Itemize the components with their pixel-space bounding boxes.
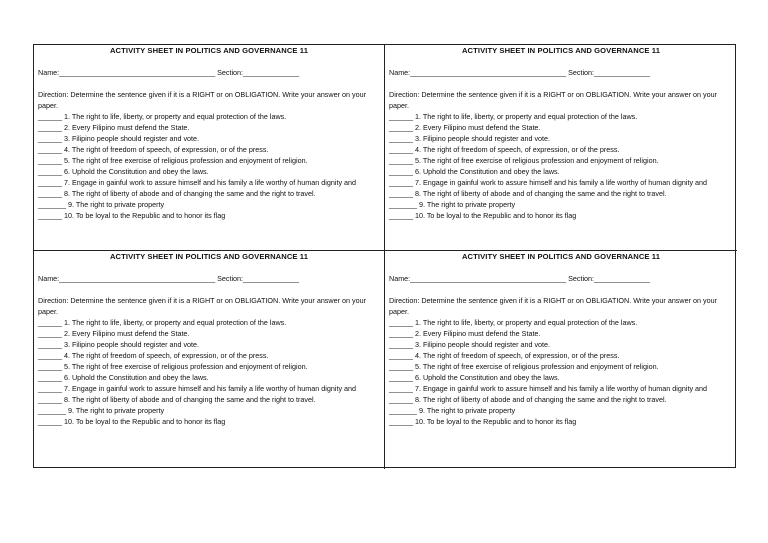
direction-text: Direction: Determine the sentence given if it is a RIGHT or on OBLIGATION. Write your answer on your paper. <box>38 296 366 316</box>
item-8: ______ 8. The right of liberty of abode and of changing the same and the right to travel. <box>38 189 316 198</box>
direction-text: Direction: Determine the sentence given if it is a RIGHT or on OBLIGATION. Write your answer on your paper. <box>38 90 366 110</box>
item-7: ______ 7. Engage in gainful work to assure himself and his family a life worthy of human dignity and <box>389 384 708 393</box>
item-10: ______ 10. To be loyal to the Republic and to honor its flag <box>38 211 226 220</box>
sheet-title: ACTIVITY SHEET IN POLITICS AND GOVERNANCE 11 <box>461 46 661 55</box>
item-5: ______ 5. The right of free exercise of religious profession and enjoyment of religion. <box>389 156 659 165</box>
name-section-line: Name:_______________________________________ Section:______________ <box>38 274 299 283</box>
item-5: ______ 5. The right of free exercise of religious profession and enjoyment of religion. <box>38 362 308 371</box>
item-3: ______ 3. Filipino people should register and vote. <box>389 134 551 143</box>
direction-text: Direction: Determine the sentence given if it is a RIGHT or on OBLIGATION. Write your answer on your paper. <box>389 296 717 316</box>
item-4: ______ 4. The right of freedom of speech, of expression, or of the press. <box>389 351 620 360</box>
activity-sheet-top-right <box>385 45 737 251</box>
item-5: ______ 5. The right of free exercise of religious profession and enjoyment of religion. <box>389 362 659 371</box>
direction-text: Direction: Determine the sentence given if it is a RIGHT or on OBLIGATION. Write your answer on your paper. <box>389 90 717 110</box>
item-1: ______ 1. The right to life, liberty, or property and equal protection of the laws. <box>38 112 287 121</box>
sheet-title: ACTIVITY SHEET IN POLITICS AND GOVERNANCE 11 <box>461 252 661 261</box>
item-2: ______ 2. Every Filipino must defend the State. <box>38 329 190 338</box>
activity-sheet-top-left <box>34 45 385 251</box>
item-9: _______ 9. The right to private property <box>38 200 165 209</box>
sheet-title: ACTIVITY SHEET IN POLITICS AND GOVERNANCE 11 <box>109 46 309 55</box>
item-1: ______ 1. The right to life, liberty, or property and equal protection of the laws. <box>389 112 638 121</box>
item-7: ______ 7. Engage in gainful work to assure himself and his family a life worthy of human dignity and <box>38 384 357 393</box>
item-3: ______ 3. Filipino people should register and vote. <box>389 340 551 349</box>
item-9: _______ 9. The right to private property <box>38 406 165 415</box>
item-2: ______ 2. Every Filipino must defend the State. <box>389 123 541 132</box>
sheet-title: ACTIVITY SHEET IN POLITICS AND GOVERNANCE 11 <box>109 252 309 261</box>
item-6: ______ 6. Uphold the Constitution and obey the laws. <box>389 167 560 176</box>
name-section-line: Name:_______________________________________ Section:______________ <box>389 274 650 283</box>
item-8: ______ 8. The right of liberty of abode and of changing the same and the right to travel. <box>389 395 667 404</box>
item-2: ______ 2. Every Filipino must defend the State. <box>389 329 541 338</box>
item-4: ______ 4. The right of freedom of speech, of expression, or of the press. <box>38 145 269 154</box>
item-9: _______ 9. The right to private property <box>389 406 516 415</box>
item-6: ______ 6. Uphold the Constitution and obey the laws. <box>389 373 560 382</box>
item-1: ______ 1. The right to life, liberty, or property and equal protection of the laws. <box>38 318 287 327</box>
activity-sheet-grid <box>33 44 736 468</box>
item-3: ______ 3. Filipino people should register and vote. <box>38 340 200 349</box>
item-5: ______ 5. The right of free exercise of religious profession and enjoyment of religion. <box>38 156 308 165</box>
item-8: ______ 8. The right of liberty of abode and of changing the same and the right to travel. <box>38 395 316 404</box>
item-10: ______ 10. To be loyal to the Republic and to honor its flag <box>38 417 226 426</box>
item-2: ______ 2. Every Filipino must defend the State. <box>38 123 190 132</box>
name-section-line: Name:_______________________________________ Section:______________ <box>389 68 650 77</box>
activity-sheet-bottom-left <box>34 251 385 469</box>
item-8: ______ 8. The right of liberty of abode and of changing the same and the right to travel. <box>389 189 667 198</box>
item-4: ______ 4. The right of freedom of speech, of expression, or of the press. <box>38 351 269 360</box>
item-10: ______ 10. To be loyal to the Republic and to honor its flag <box>389 417 577 426</box>
item-1: ______ 1. The right to life, liberty, or property and equal protection of the laws. <box>389 318 638 327</box>
item-9: _______ 9. The right to private property <box>389 200 516 209</box>
item-7: ______ 7. Engage in gainful work to assure himself and his family a life worthy of human dignity and <box>38 178 357 187</box>
item-3: ______ 3. Filipino people should register and vote. <box>38 134 200 143</box>
item-7: ______ 7. Engage in gainful work to assure himself and his family a life worthy of human dignity and <box>389 178 708 187</box>
item-6: ______ 6. Uphold the Constitution and obey the laws. <box>38 167 209 176</box>
item-10: ______ 10. To be loyal to the Republic and to honor its flag <box>389 211 577 220</box>
item-4: ______ 4. The right of freedom of speech, of expression, or of the press. <box>389 145 620 154</box>
name-section-line: Name:_______________________________________ Section:______________ <box>38 68 299 77</box>
activity-sheet-bottom-right <box>385 251 737 469</box>
item-6: ______ 6. Uphold the Constitution and obey the laws. <box>38 373 209 382</box>
